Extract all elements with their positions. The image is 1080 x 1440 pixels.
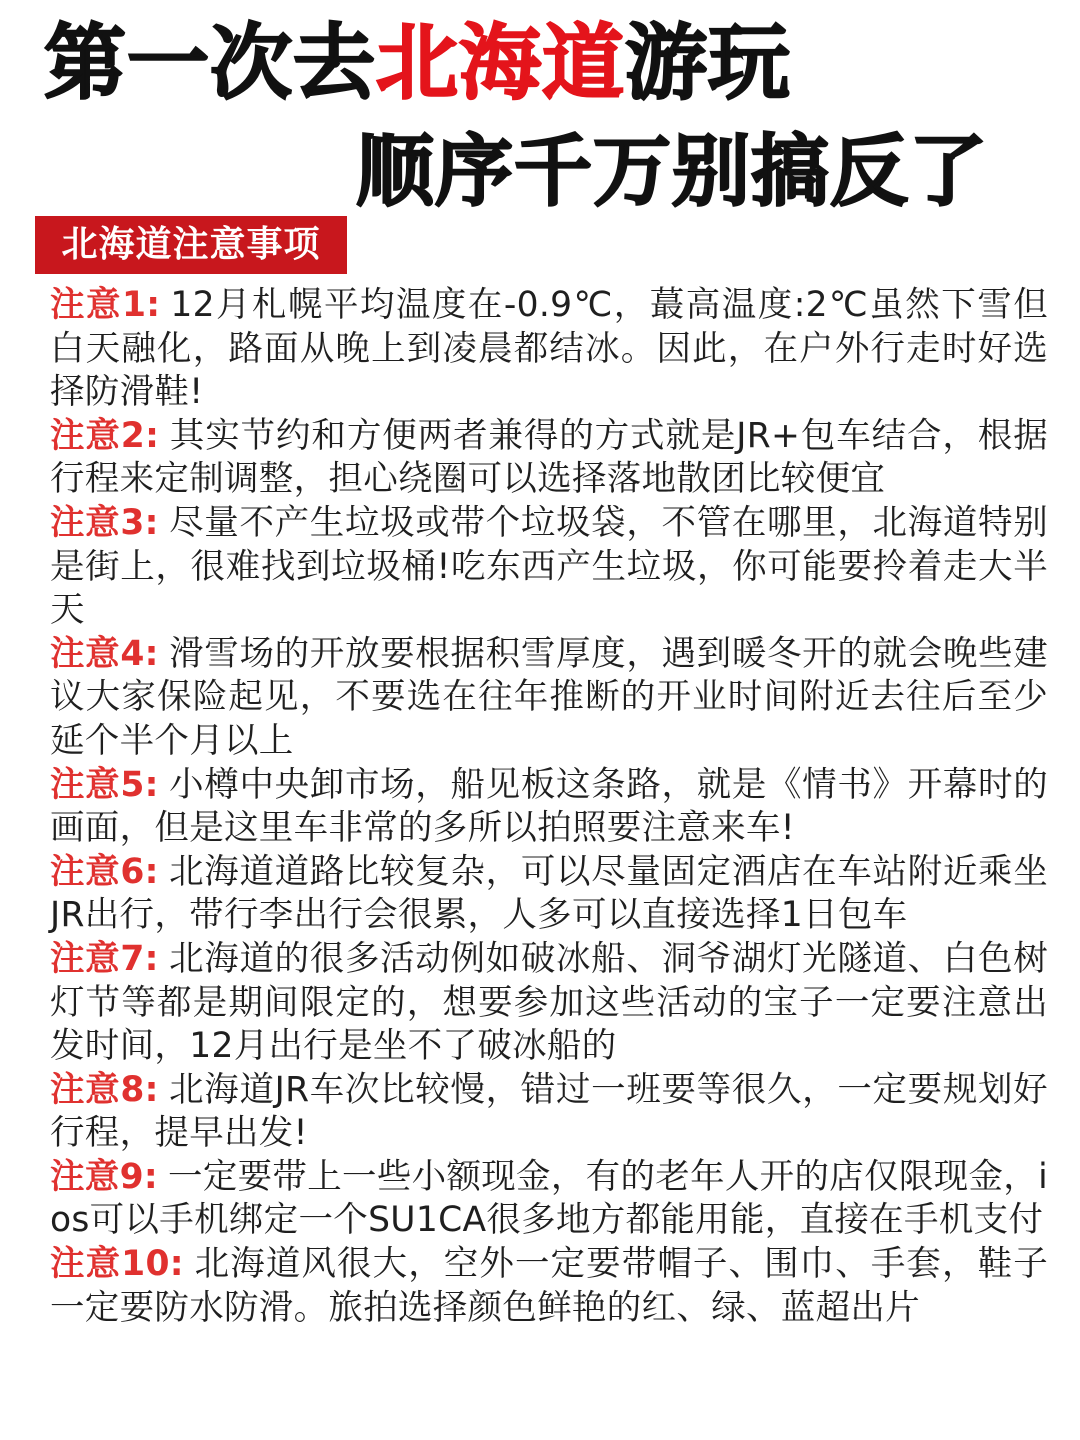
note-label: 注意2: [50,415,160,456]
note-label: 注意5: [50,764,159,805]
title-prefix: 第一次去 [44,16,377,111]
note-item [50,938,1048,1069]
note-label: 注意3: [50,502,159,543]
note-item [50,1069,1048,1156]
note-text: 北海道JR车次比较慢，错过一班要等很久，一定要规划好行程，提早出发! [50,1069,1048,1154]
note-item [50,851,1048,938]
note-label: 注意9: [50,1156,159,1197]
note-text: 12月札幌平均温度在-0.9℃，蕞高温度:2℃虽然下雪但白天融化，路面从晚上到凌晨都结冰。因此，在户外行走时好选择防滑鞋! [50,285,1048,413]
note-item [50,284,1048,415]
note-item [50,1243,1048,1330]
note-item [50,415,1048,502]
note-label: 注意8: [50,1069,159,1110]
note-text: 其实节约和方便两者兼得的方式就是JR+包车结合，根据行程来定制调整，担心绕圈可以选择落地散团比较便宜 [50,415,1048,500]
note-text: 北海道的很多活动例如破冰船、洞爷湖灯光隧道、白色树灯节等都是期间限定的，想要参加这些活动的宝子一定要注意出发时间，12月出行是坐不了破冰船的 [50,938,1048,1067]
note-text: 小樽中央卸市场，船见板这条路，就是《情书》开幕时的画面，但是这里车非常的多所以拍照要注意来车! [50,764,1048,849]
page-title-line-2: 顺序千万别搞反了 [356,127,989,217]
note-item [50,633,1048,764]
note-text: 北海道风很大，空外一定要带帽子、围巾、手套，鞋子一定要防水防滑。旅拍选择颜色鲜艳的红、绿、蓝超出片 [50,1244,1048,1328]
note-text: 尽量不产生垃圾或带个垃圾袋，不管在哪里，北海道特别是街上，很难找到垃圾桶!吃东西产生垃圾，你可能要拎着走大半天 [50,502,1048,631]
note-label: 注意6: [50,851,159,892]
note-label: 注意10: [50,1244,184,1285]
note-text: 滑雪场的开放要根据积雪厚度，遇到暖冬开的就会晚些建议大家保险起见，不要选在往年推断的开业时间附近去往后至少延个半个月以上 [50,633,1048,761]
note-label: 注意1: [50,285,161,325]
note-item [50,502,1048,633]
note-item [50,764,1048,851]
note-label: 注意4: [50,633,159,674]
note-text: 北海道道路比较复杂，可以尽量固定酒店在车站附近乘坐JR出行，带行李出行会很累，人多可以直接选择1日包车 [50,851,1048,936]
note-item [50,1156,1048,1243]
note-text: 一定要带上一些小额现金，有的老年人开的店仅限现金，ios可以手机绑定一个SU1CA很多地方都能用能，直接在手机支付 [50,1156,1048,1241]
section-heading-banner: 北海道注意事项 [35,216,347,274]
title-suffix: 游玩 [625,16,792,111]
title-highlight-hokkaido: 北海道 [376,16,626,111]
note-label: 注意7: [50,938,159,979]
page-title-line-1 [44,14,791,114]
notes-list [50,284,1048,1330]
